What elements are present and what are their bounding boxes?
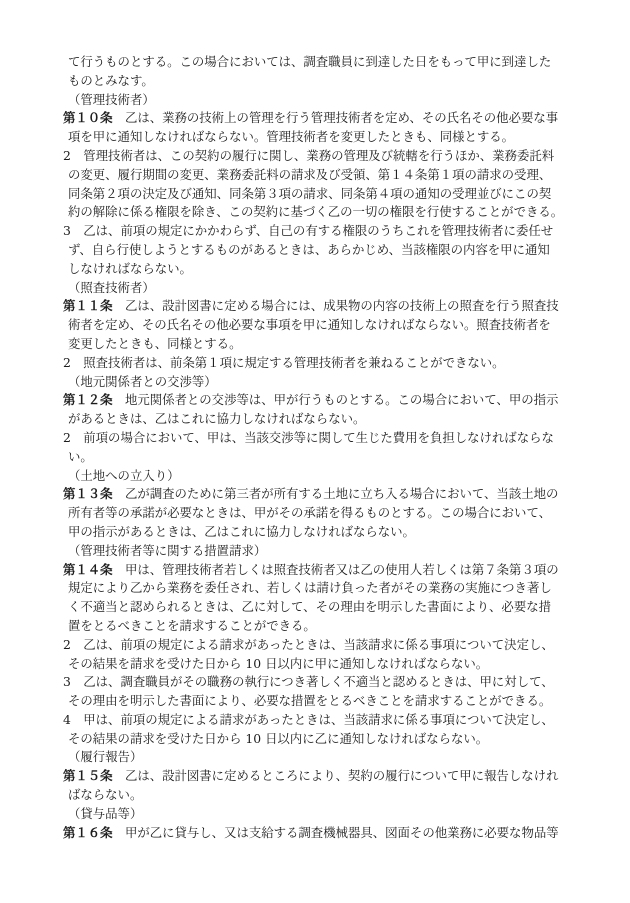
line-text: て行うものとする。この場合においては、調査職員に到達した日をもって甲に到達した	[68, 54, 552, 69]
continuation-line	[63, 203, 583, 222]
line-text: （貸与品等）	[68, 805, 143, 821]
line-text: その理由を明示した書面により、必要な措置をとるべきことを請求することができる。	[68, 693, 552, 709]
line-text: （管理技術者等に関する措置請求）	[68, 542, 267, 558]
article-number: 第１３条	[63, 486, 113, 502]
continuation-line	[63, 655, 583, 674]
line-text: 甲が乙に貸与し、又は支給する調査機械器具、図面その他業務に必要な物品等	[112, 824, 559, 840]
document-text	[63, 53, 583, 842]
article-line	[63, 485, 583, 504]
line-text: 術者を定め、その氏名その他必要な事項を甲に通知しなければならない。照査技術者を	[68, 317, 551, 333]
line-text: 乙は、設計図書に定める場合には、成果物の内容の技術上の照査を行う照査技	[112, 298, 559, 314]
continuation-line	[63, 316, 583, 335]
paragraph-line	[63, 636, 583, 655]
continuation-line	[63, 128, 583, 147]
line-text: 変更したときも、同様とする。	[68, 335, 242, 351]
article-line	[63, 297, 583, 316]
continuation-line	[63, 410, 583, 429]
line-text: 乙は、設計図書に定めるところにより、契約の履行について甲に報告しなけれ	[112, 768, 559, 784]
line-text: ものとみなす。	[68, 72, 154, 88]
article-number: 第１１条	[63, 298, 113, 314]
continuation-line	[63, 786, 583, 805]
line-text: ず、自ら行使しようとするものがあるときは、あらかじめ、当該権限の内容を甲に通知	[68, 241, 550, 257]
section-heading-line	[63, 373, 583, 392]
article-line	[63, 109, 583, 128]
continuation-line	[63, 579, 583, 598]
line-text: 乙は、業務の技術上の管理を行う管理技術者を定め、その氏名その他必要な事	[112, 110, 559, 126]
continuation-line	[63, 617, 583, 636]
line-text: 3 乙は、前項の規定にかかわらず、自己の有する権限のうちこれを管理技術者に委任せ	[63, 223, 554, 239]
line-text: （地元関係者との交渉等）	[68, 373, 217, 389]
line-text: の変更、履行期間の変更、業務委託料の請求及び受領、第１４条第１項の請求の受理、	[68, 166, 552, 182]
line-text: その結果を請求を受けた日から 10 日以内に甲に通知しなければならない。	[68, 655, 489, 671]
continuation-line	[63, 185, 583, 204]
article-number: 第１４条	[63, 561, 113, 577]
article-line	[63, 824, 583, 843]
line-text: （管理技術者）	[68, 91, 155, 107]
line-text: しなければならない。	[68, 260, 192, 276]
article-number: 第１６条	[63, 824, 113, 840]
continuation-line	[63, 523, 583, 542]
article-number: 第１２条	[63, 392, 113, 408]
line-text: 甲は、管理技術者若しくは照査技術者又は乙の使用人若しくは第７条第３項の	[112, 561, 559, 577]
line-text: その結果の請求を受けた日から 10 日以内に乙に通知しなければならない。	[68, 730, 489, 746]
continuation-line	[63, 241, 583, 260]
section-heading-line	[63, 542, 583, 561]
article-number: 第１０条	[63, 110, 113, 126]
line-text: （照査技術者）	[68, 279, 155, 295]
article-line	[63, 391, 583, 410]
line-text: 約の解除に係る権限を除き、この契約に基づく乙の一切の権限を行使することができる。	[68, 204, 564, 220]
line-text: があるときは、乙はこれに協力しなければならない。	[68, 411, 366, 427]
continuation-line	[63, 166, 583, 185]
line-text: ばならない。	[68, 787, 143, 803]
line-text: 2 前項の場合において、甲は、当該交渉等に関して生じた費用を負担しなければならな	[63, 429, 554, 445]
article-number: 第１５条	[63, 768, 113, 784]
section-heading-line	[63, 467, 583, 486]
line-text: く不適当と認められるときは、乙に対して、その理由を明示した書面により、必要な措	[68, 599, 551, 615]
continuation-line	[63, 598, 583, 617]
line-text: 規定により乙から業務を委任され、若しくは請け負った者がその業務の実施につき著し	[68, 580, 552, 596]
paragraph-line	[63, 222, 583, 241]
continuation-line	[63, 335, 583, 354]
line-text: 2 管理技術者は、この契約の履行に関し、業務の管理及び統轄を行うほか、業務委託料	[63, 147, 555, 163]
continuation-line	[63, 260, 583, 279]
paragraph-line	[63, 147, 583, 166]
paragraph-line	[63, 429, 583, 448]
section-heading-line	[63, 279, 583, 298]
section-heading-line	[63, 91, 583, 110]
line-text: 同条第２項の決定及び通知、同条第３項の請求、同条第４項の通知の受理並びにこの契	[68, 185, 552, 201]
continuation-line	[63, 448, 583, 467]
continuation-line	[63, 730, 583, 749]
section-heading-line	[63, 805, 583, 824]
line-text: 2 照査技術者は、前条第１項に規定する管理技術者を兼ねることができない。	[63, 354, 505, 370]
line-text: （土地への立入り）	[68, 467, 180, 483]
continuation-line	[63, 692, 583, 711]
line-text: い。	[68, 448, 93, 464]
line-text: 項を甲に通知しなければならない。管理技術者を変更したときも、同様とする。	[68, 129, 515, 145]
article-line	[63, 767, 583, 786]
line-text: （履行報告）	[68, 749, 143, 765]
line-text: 2 乙は、前項の規定による請求があったときは、当該請求に係る事項について決定し、	[63, 636, 554, 652]
line-text: 置をとるべきことを請求することができる。	[68, 617, 316, 633]
line-text: 4 甲は、前項の規定による請求があったときは、当該請求に係る事項について決定し、	[63, 711, 554, 727]
paragraph-line	[63, 711, 583, 730]
section-heading-line	[63, 748, 583, 767]
line-text: 乙が調査のために第三者が所有する土地に立ち入る場合において、当該土地の	[112, 486, 559, 502]
article-line	[63, 561, 583, 580]
line-text: 所有者等の承諾が必要なときは、甲がその承諾を得るものとする。この場合において、	[68, 505, 551, 521]
paragraph-line	[63, 354, 583, 373]
continuation-line	[63, 504, 583, 523]
continuation-line	[63, 53, 583, 72]
line-text: 地元関係者との交渉等は、甲が行うものとする。この場合において、甲の指示	[112, 392, 559, 408]
line-text: 3 乙は、調査職員がその職務の執行につき著しく不適当と認めるときは、甲に対して、	[63, 674, 554, 690]
continuation-line	[63, 72, 583, 91]
paragraph-line	[63, 673, 583, 692]
line-text: 甲の指示があるときは、乙はこれに協力しなければならない。	[68, 523, 415, 539]
